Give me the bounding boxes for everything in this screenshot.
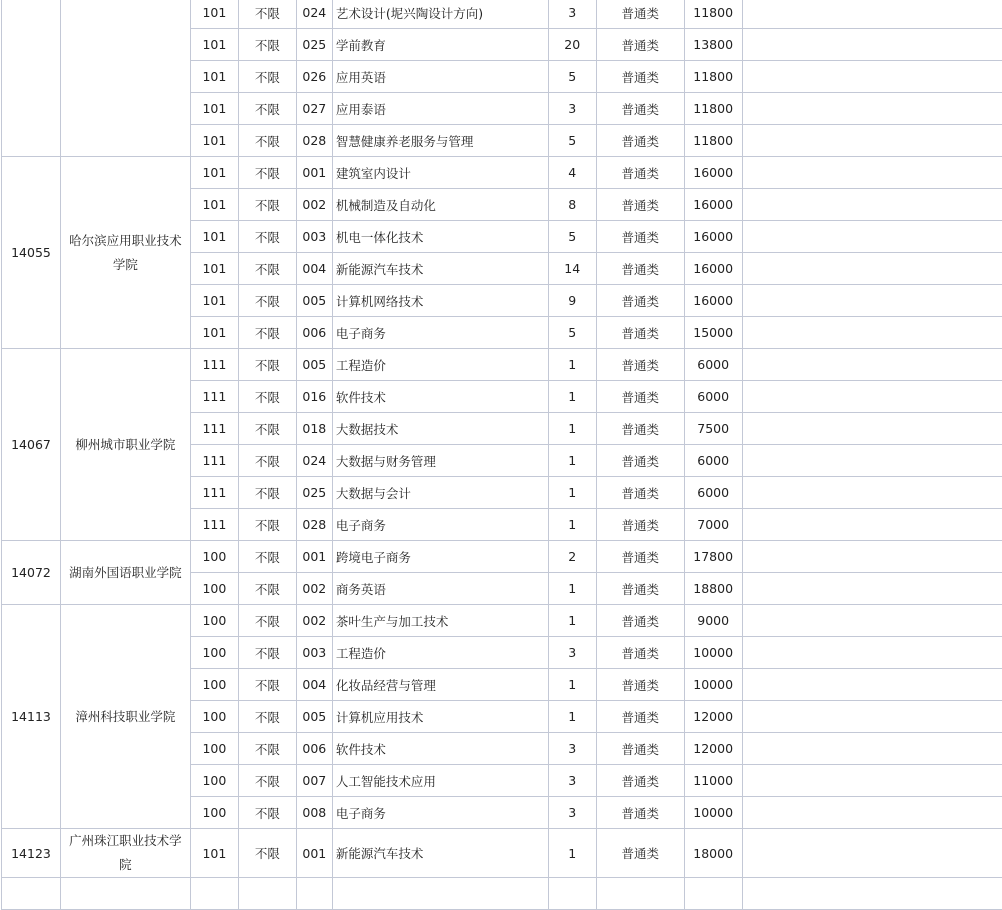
subject-limit-cell: 不限 <box>238 349 296 381</box>
category-cell: 普通类 <box>596 0 684 29</box>
major-name-cell: 工程造价 <box>332 637 548 669</box>
empty-cell <box>742 477 1002 509</box>
batch-cell: 100 <box>190 733 238 765</box>
batch-cell: 101 <box>190 285 238 317</box>
batch-cell: 111 <box>190 445 238 477</box>
category-cell: 普通类 <box>596 701 684 733</box>
category-cell: 普通类 <box>596 221 684 253</box>
major-name-cell: 化妆品经营与管理 <box>332 669 548 701</box>
batch-cell: 101 <box>190 125 238 157</box>
tuition-cell: 13800 <box>684 29 742 61</box>
batch-cell: 100 <box>190 605 238 637</box>
empty-cell <box>742 573 1002 605</box>
table-row <box>2 878 1002 910</box>
school-name-cell <box>60 0 190 157</box>
category-cell: 普通类 <box>596 381 684 413</box>
category-cell: 普通类 <box>596 573 684 605</box>
plan-count-cell: 3 <box>548 797 596 829</box>
empty-cell <box>742 541 1002 573</box>
subject-limit-cell: 不限 <box>238 253 296 285</box>
category-cell: 普通类 <box>596 285 684 317</box>
major-name-cell: 软件技术 <box>332 733 548 765</box>
subject-limit-cell: 不限 <box>238 93 296 125</box>
batch-cell: 100 <box>190 797 238 829</box>
category-cell: 普通类 <box>596 125 684 157</box>
batch-cell: 111 <box>190 509 238 541</box>
subject-limit-cell: 不限 <box>238 381 296 413</box>
subject-limit-cell: 不限 <box>238 413 296 445</box>
empty-cell <box>742 221 1002 253</box>
batch-cell: 101 <box>190 317 238 349</box>
category-cell: 普通类 <box>596 765 684 797</box>
tuition-cell: 11000 <box>684 765 742 797</box>
tuition-cell: 9000 <box>684 605 742 637</box>
batch-cell: 101 <box>190 829 238 878</box>
tuition-cell: 16000 <box>684 285 742 317</box>
plan-count-cell: 1 <box>548 509 596 541</box>
tuition-cell: 11800 <box>684 0 742 29</box>
empty-cell <box>742 189 1002 221</box>
major-name-cell: 工程造价 <box>332 349 548 381</box>
batch-cell: 101 <box>190 93 238 125</box>
major-code-cell: 006 <box>296 733 332 765</box>
tuition-cell: 18000 <box>684 829 742 878</box>
major-code-cell: 002 <box>296 573 332 605</box>
tuition-cell: 10000 <box>684 797 742 829</box>
major-code-cell: 024 <box>296 0 332 29</box>
school-code-cell: 14055 <box>2 157 61 349</box>
subject-limit-cell: 不限 <box>238 701 296 733</box>
category-cell: 普通类 <box>596 157 684 189</box>
table-row <box>2 541 1002 573</box>
plan-count-cell: 1 <box>548 605 596 637</box>
subject-limit-cell: 不限 <box>238 541 296 573</box>
tuition-cell: 16000 <box>684 189 742 221</box>
batch-cell: 101 <box>190 0 238 29</box>
plan-count-cell: 3 <box>548 0 596 29</box>
school-name-cell: 柳州城市职业学院 <box>60 349 190 541</box>
tuition-cell: 12000 <box>684 701 742 733</box>
major-code-cell: 028 <box>296 125 332 157</box>
empty-cell <box>742 29 1002 61</box>
batch-cell: 111 <box>190 381 238 413</box>
major-name-cell <box>332 878 548 910</box>
major-code-cell: 016 <box>296 381 332 413</box>
subject-limit-cell: 不限 <box>238 509 296 541</box>
category-cell: 普通类 <box>596 445 684 477</box>
empty-cell <box>742 253 1002 285</box>
category-cell: 普通类 <box>596 637 684 669</box>
tuition-cell: 10000 <box>684 637 742 669</box>
category-cell: 普通类 <box>596 477 684 509</box>
plan-count-cell: 5 <box>548 61 596 93</box>
category-cell: 普通类 <box>596 605 684 637</box>
empty-cell <box>742 285 1002 317</box>
empty-cell <box>742 157 1002 189</box>
school-code-cell <box>2 0 61 157</box>
major-code-cell: 028 <box>296 509 332 541</box>
category-cell: 普通类 <box>596 253 684 285</box>
category-cell: 普通类 <box>596 669 684 701</box>
batch-cell: 100 <box>190 669 238 701</box>
empty-cell <box>742 61 1002 93</box>
school-code-cell: 14067 <box>2 349 61 541</box>
plan-count-cell: 1 <box>548 477 596 509</box>
batch-cell: 101 <box>190 221 238 253</box>
subject-limit-cell: 不限 <box>238 285 296 317</box>
batch-cell: 101 <box>190 157 238 189</box>
category-cell: 普通类 <box>596 317 684 349</box>
subject-limit-cell: 不限 <box>238 0 296 29</box>
major-code-cell: 025 <box>296 477 332 509</box>
tuition-cell: 10000 <box>684 669 742 701</box>
major-code-cell: 007 <box>296 765 332 797</box>
plan-count-cell: 1 <box>548 573 596 605</box>
plan-count-cell: 9 <box>548 285 596 317</box>
plan-count-cell: 1 <box>548 381 596 413</box>
empty-cell <box>742 765 1002 797</box>
table-row <box>2 157 1002 189</box>
school-name-cell <box>60 878 190 910</box>
major-name-cell: 人工智能技术应用 <box>332 765 548 797</box>
batch-cell: 100 <box>190 765 238 797</box>
major-code-cell: 005 <box>296 701 332 733</box>
major-code-cell: 005 <box>296 285 332 317</box>
batch-cell: 100 <box>190 637 238 669</box>
batch-cell: 111 <box>190 349 238 381</box>
category-cell: 普通类 <box>596 93 684 125</box>
plan-count-cell: 3 <box>548 637 596 669</box>
major-code-cell: 003 <box>296 221 332 253</box>
empty-cell <box>742 445 1002 477</box>
major-code-cell: 004 <box>296 253 332 285</box>
major-name-cell: 大数据与财务管理 <box>332 445 548 477</box>
batch-cell: 111 <box>190 477 238 509</box>
major-code-cell: 002 <box>296 605 332 637</box>
category-cell: 普通类 <box>596 733 684 765</box>
tuition-cell <box>684 878 742 910</box>
tuition-cell: 6000 <box>684 477 742 509</box>
major-code-cell: 018 <box>296 413 332 445</box>
major-name-cell: 计算机应用技术 <box>332 701 548 733</box>
batch-cell: 101 <box>190 189 238 221</box>
tuition-cell: 15000 <box>684 317 742 349</box>
major-name-cell: 茶叶生产与加工技术 <box>332 605 548 637</box>
category-cell: 普通类 <box>596 541 684 573</box>
subject-limit-cell: 不限 <box>238 733 296 765</box>
plan-count-cell <box>548 878 596 910</box>
school-code-cell: 14072 <box>2 541 61 605</box>
empty-cell <box>742 317 1002 349</box>
tuition-cell: 16000 <box>684 157 742 189</box>
category-cell: 普通类 <box>596 413 684 445</box>
major-code-cell: 008 <box>296 797 332 829</box>
empty-cell <box>742 669 1002 701</box>
plan-count-cell: 5 <box>548 125 596 157</box>
major-name-cell: 电子商务 <box>332 797 548 829</box>
plan-count-cell: 3 <box>548 93 596 125</box>
tuition-cell: 17800 <box>684 541 742 573</box>
tuition-cell: 11800 <box>684 93 742 125</box>
batch-cell: 111 <box>190 413 238 445</box>
table-row <box>2 829 1002 878</box>
empty-cell <box>742 349 1002 381</box>
major-code-cell: 003 <box>296 637 332 669</box>
major-name-cell: 计算机网络技术 <box>332 285 548 317</box>
plan-count-cell: 20 <box>548 29 596 61</box>
subject-limit-cell: 不限 <box>238 637 296 669</box>
empty-cell <box>742 797 1002 829</box>
major-name-cell: 新能源汽车技术 <box>332 829 548 878</box>
major-code-cell: 027 <box>296 93 332 125</box>
category-cell: 普通类 <box>596 509 684 541</box>
table-body <box>2 0 1002 910</box>
subject-limit-cell: 不限 <box>238 829 296 878</box>
subject-limit-cell: 不限 <box>238 317 296 349</box>
major-name-cell: 电子商务 <box>332 317 548 349</box>
batch-cell: 101 <box>190 29 238 61</box>
empty-cell <box>742 413 1002 445</box>
batch-cell: 100 <box>190 573 238 605</box>
major-name-cell: 大数据与会计 <box>332 477 548 509</box>
plan-count-cell: 1 <box>548 701 596 733</box>
school-code-cell: 14123 <box>2 829 61 878</box>
school-code-cell <box>2 878 61 910</box>
major-code-cell: 002 <box>296 189 332 221</box>
enrollment-plan-table <box>1 0 1002 910</box>
category-cell: 普通类 <box>596 61 684 93</box>
plan-count-cell: 1 <box>548 413 596 445</box>
subject-limit-cell: 不限 <box>238 573 296 605</box>
empty-cell <box>742 637 1002 669</box>
tuition-cell: 11800 <box>684 61 742 93</box>
tuition-cell: 6000 <box>684 349 742 381</box>
subject-limit-cell: 不限 <box>238 765 296 797</box>
empty-cell <box>742 125 1002 157</box>
plan-count-cell: 5 <box>548 317 596 349</box>
school-name-cell: 湖南外国语职业学院 <box>60 541 190 605</box>
major-name-cell: 应用英语 <box>332 61 548 93</box>
batch-cell: 101 <box>190 253 238 285</box>
school-name-cell: 漳州科技职业学院 <box>60 605 190 829</box>
major-code-cell: 006 <box>296 317 332 349</box>
category-cell: 普通类 <box>596 189 684 221</box>
tuition-cell: 6000 <box>684 445 742 477</box>
major-code-cell: 004 <box>296 669 332 701</box>
tuition-cell: 6000 <box>684 381 742 413</box>
major-name-cell: 学前教育 <box>332 29 548 61</box>
major-name-cell: 机电一体化技术 <box>332 221 548 253</box>
major-name-cell: 新能源汽车技术 <box>332 253 548 285</box>
subject-limit-cell: 不限 <box>238 125 296 157</box>
major-name-cell: 软件技术 <box>332 381 548 413</box>
empty-cell <box>742 381 1002 413</box>
category-cell: 普通类 <box>596 797 684 829</box>
major-name-cell: 应用泰语 <box>332 93 548 125</box>
subject-limit-cell: 不限 <box>238 669 296 701</box>
empty-cell <box>742 829 1002 878</box>
major-name-cell: 跨境电子商务 <box>332 541 548 573</box>
major-name-cell: 艺术设计(坭兴陶设计方向) <box>332 0 548 29</box>
table-row <box>2 0 1002 29</box>
major-code-cell: 001 <box>296 157 332 189</box>
batch-cell: 100 <box>190 701 238 733</box>
major-code-cell: 024 <box>296 445 332 477</box>
plan-count-cell: 4 <box>548 157 596 189</box>
empty-cell <box>742 733 1002 765</box>
plan-count-cell: 2 <box>548 541 596 573</box>
subject-limit-cell: 不限 <box>238 605 296 637</box>
tuition-cell: 7500 <box>684 413 742 445</box>
major-code-cell: 005 <box>296 349 332 381</box>
plan-count-cell: 5 <box>548 221 596 253</box>
major-code-cell <box>296 878 332 910</box>
major-code-cell: 001 <box>296 541 332 573</box>
plan-count-cell: 8 <box>548 189 596 221</box>
tuition-cell: 7000 <box>684 509 742 541</box>
major-name-cell: 机械制造及自动化 <box>332 189 548 221</box>
tuition-cell: 18800 <box>684 573 742 605</box>
category-cell <box>596 878 684 910</box>
batch-cell: 100 <box>190 541 238 573</box>
tuition-cell: 12000 <box>684 733 742 765</box>
plan-count-cell: 1 <box>548 669 596 701</box>
school-name-cell: 哈尔滨应用职业技术学院 <box>60 157 190 349</box>
plan-count-cell: 1 <box>548 445 596 477</box>
subject-limit-cell: 不限 <box>238 189 296 221</box>
major-code-cell: 001 <box>296 829 332 878</box>
subject-limit-cell <box>238 878 296 910</box>
empty-cell <box>742 509 1002 541</box>
plan-count-cell: 14 <box>548 253 596 285</box>
batch-cell <box>190 878 238 910</box>
empty-cell <box>742 701 1002 733</box>
plan-count-cell: 1 <box>548 829 596 878</box>
subject-limit-cell: 不限 <box>238 445 296 477</box>
major-name-cell: 建筑室内设计 <box>332 157 548 189</box>
table-row <box>2 605 1002 637</box>
batch-cell: 101 <box>190 61 238 93</box>
subject-limit-cell: 不限 <box>238 477 296 509</box>
empty-cell <box>742 93 1002 125</box>
subject-limit-cell: 不限 <box>238 797 296 829</box>
subject-limit-cell: 不限 <box>238 157 296 189</box>
empty-cell <box>742 878 1002 910</box>
subject-limit-cell: 不限 <box>238 61 296 93</box>
empty-cell <box>742 0 1002 29</box>
category-cell: 普通类 <box>596 29 684 61</box>
tuition-cell: 11800 <box>684 125 742 157</box>
empty-cell <box>742 605 1002 637</box>
major-code-cell: 026 <box>296 61 332 93</box>
plan-count-cell: 3 <box>548 765 596 797</box>
tuition-cell: 16000 <box>684 221 742 253</box>
school-name-cell: 广州珠江职业技术学院 <box>60 829 190 878</box>
major-name-cell: 电子商务 <box>332 509 548 541</box>
category-cell: 普通类 <box>596 349 684 381</box>
major-name-cell: 智慧健康养老服务与管理 <box>332 125 548 157</box>
category-cell: 普通类 <box>596 829 684 878</box>
plan-count-cell: 3 <box>548 733 596 765</box>
plan-count-cell: 1 <box>548 349 596 381</box>
school-code-cell: 14113 <box>2 605 61 829</box>
subject-limit-cell: 不限 <box>238 221 296 253</box>
major-code-cell: 025 <box>296 29 332 61</box>
subject-limit-cell: 不限 <box>238 29 296 61</box>
major-name-cell: 商务英语 <box>332 573 548 605</box>
tuition-cell: 16000 <box>684 253 742 285</box>
major-name-cell: 大数据技术 <box>332 413 548 445</box>
table-row <box>2 349 1002 381</box>
